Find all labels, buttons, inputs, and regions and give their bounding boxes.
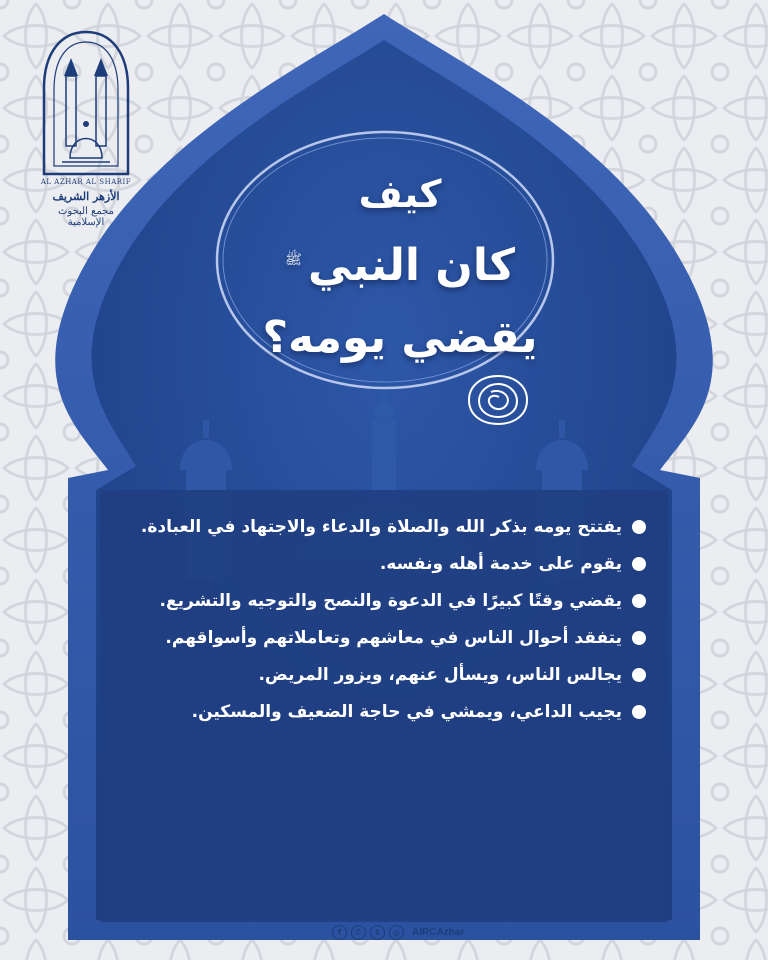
title-line-3: يقضي يومه؟ xyxy=(262,312,538,363)
facebook-icon[interactable]: f xyxy=(332,925,347,940)
social-footer xyxy=(332,922,464,942)
list-item xyxy=(108,586,648,617)
azhar-logo xyxy=(40,28,132,228)
bullet-dot-icon xyxy=(632,594,646,608)
list-item-text: يفتتح يومه بذكر الله والصلاة والدعاء والاجتهاد في العبادة. xyxy=(140,517,622,537)
list-item xyxy=(108,697,648,728)
list-item xyxy=(108,512,648,543)
twitter-icon[interactable]: t xyxy=(370,925,385,940)
logo-arabic-title: الأزهر الشريف xyxy=(52,190,120,203)
azhar-emblem-icon xyxy=(40,28,132,178)
bullet-dot-icon xyxy=(632,631,646,645)
bullet-dot-icon xyxy=(632,668,646,682)
logo-latin-text: AL AZHAR AL SHARIF xyxy=(40,178,132,186)
bullet-dot-icon xyxy=(632,705,646,719)
whatsapp-icon[interactable]: ✆ xyxy=(351,925,366,940)
list-item xyxy=(108,660,648,691)
honorific-mark: ﷺ xyxy=(285,252,302,269)
list-item-text: يتفقد أحوال الناس في معاشهم وتعاملاتهم وأسواقهم. xyxy=(165,628,622,648)
list-item xyxy=(108,549,648,580)
logo-arabic-subtitle: مجمع البحوث الإسلامية xyxy=(58,206,114,228)
title-line-2 xyxy=(250,240,550,291)
bullet-dot-icon xyxy=(632,520,646,534)
instagram-icon[interactable]: ◎ xyxy=(389,925,404,940)
title-line-1: كيف xyxy=(358,172,442,216)
list-item-text: يقوم على خدمة أهله ونفسه. xyxy=(379,554,622,574)
rose-ornament-icon xyxy=(463,370,533,428)
list-item-text: يجيب الداعي، ويمشي في حاجة الضعيف والمسكين. xyxy=(191,702,622,722)
social-handle[interactable]: AIRCAzhar xyxy=(412,926,465,938)
list-item xyxy=(108,623,648,654)
daily-routine-list xyxy=(108,512,648,734)
title-line-2-text: كان النبي xyxy=(307,240,515,291)
list-item-text: يقضي وقتًا كبيرًا في الدعوة والنصح والتوجيه والتشريع. xyxy=(159,591,622,611)
list-item-text: يجالس الناس، ويسأل عنهم، ويزور المريض. xyxy=(258,665,622,685)
bullet-dot-icon xyxy=(632,557,646,571)
